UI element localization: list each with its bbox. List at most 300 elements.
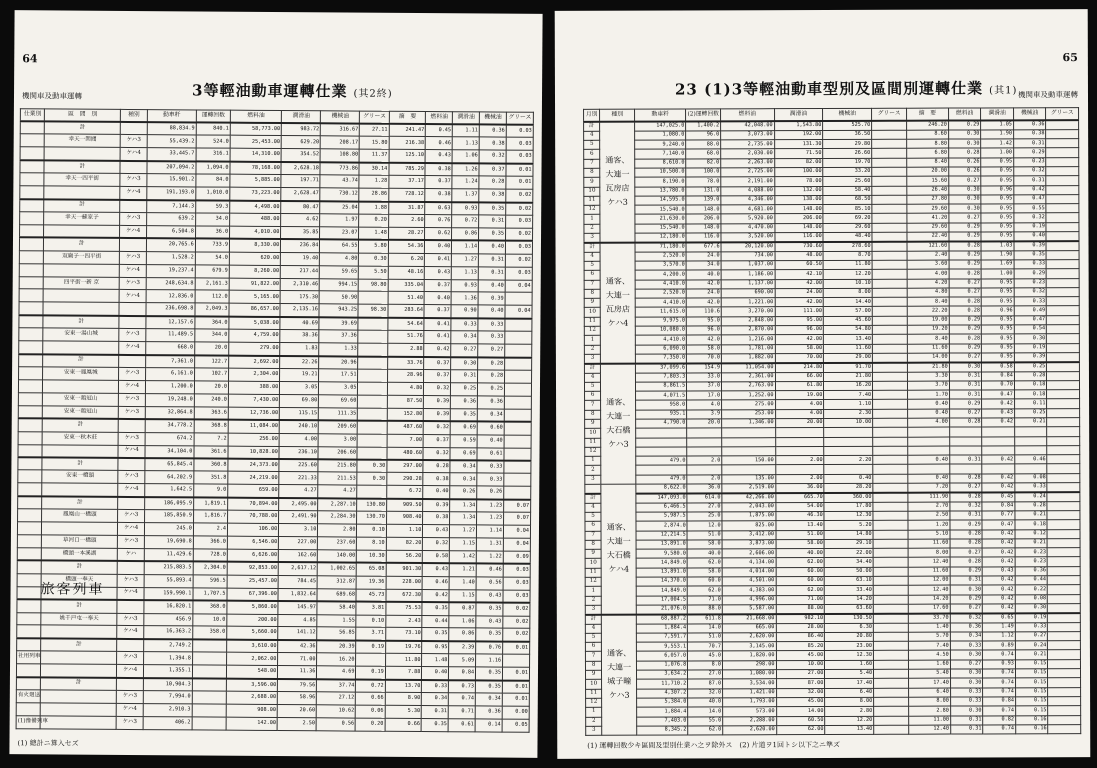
table-cell xyxy=(1046,120,1079,129)
table-cell: 0.31 xyxy=(949,390,982,399)
table-cell: 15.60 xyxy=(907,176,949,185)
table-cell xyxy=(17,638,42,651)
table-cell: 0.10 xyxy=(356,615,385,628)
table-cell: 0.31 xyxy=(478,254,505,267)
table-cell: 8,622.0 xyxy=(636,484,687,493)
table-cell: 0.35 xyxy=(476,667,503,680)
table-cell: 82.0 xyxy=(686,159,721,168)
table-cell: 0.03 xyxy=(503,577,530,590)
table-cell: 3.71 xyxy=(356,628,385,641)
table-cell: 0.45 xyxy=(426,124,453,137)
table-cell: 29.10 xyxy=(824,539,873,548)
table-cell: 2,161.3 xyxy=(195,277,229,290)
table-cell: 8,330.00 xyxy=(229,239,280,252)
table-cell xyxy=(43,380,119,393)
footnote-left: (1) 總計ニ算入セズ xyxy=(17,739,79,748)
table-cell: 2,062.00 xyxy=(227,652,278,665)
table-cell: 1.10 xyxy=(386,524,423,537)
table-cell xyxy=(873,567,908,576)
table-cell: 3,634.2 xyxy=(637,670,688,679)
table-cell xyxy=(872,344,907,353)
table-cell: 733.9 xyxy=(195,239,229,252)
table-cell: 7,140.0 xyxy=(635,149,686,158)
table-cell: 7.88 xyxy=(385,666,422,679)
table-cell xyxy=(873,400,908,409)
table-cell: 1,819.1 xyxy=(193,497,227,510)
table-cell: 1,832.64 xyxy=(278,588,317,601)
table-cell xyxy=(358,382,387,395)
table-cell: 0.39 xyxy=(424,408,451,421)
table-cell: 0.04 xyxy=(505,306,532,319)
month-cell: 計 xyxy=(584,122,600,131)
table-cell: 安東一秋木莊 xyxy=(42,431,118,444)
table-cell: 双廟子一四平街 xyxy=(44,251,120,264)
table-cell xyxy=(636,438,687,447)
month-cell: 6 xyxy=(585,391,601,400)
table-cell: 0.03 xyxy=(505,267,532,280)
table-cell: 1.90 xyxy=(981,250,1014,259)
table-cell: 8.00 xyxy=(823,288,872,297)
table-cell: 10.62 xyxy=(317,705,356,718)
table-cell: 0.20 xyxy=(359,214,388,227)
table-cell xyxy=(19,367,44,380)
table-cell xyxy=(357,485,386,498)
header-nenryo: 燃料油 xyxy=(721,109,774,122)
table-cell: 0.37 xyxy=(479,163,506,176)
table-cell: 943.25 xyxy=(319,304,358,317)
table-cell: 1,884.4 xyxy=(636,624,687,633)
table-cell: 32,864.8 xyxy=(145,406,194,419)
table-cell xyxy=(120,238,147,251)
table-cell xyxy=(504,448,531,461)
table-cell xyxy=(872,158,907,167)
table-cell: 98.30 xyxy=(358,304,387,317)
table-cell: 1,186.00 xyxy=(721,270,774,279)
table-cell: 0.84 xyxy=(983,697,1016,706)
table-cell: 45.00 xyxy=(776,651,825,660)
table-cell: 11.60 xyxy=(907,344,949,353)
table-cell: 5.40 xyxy=(908,669,950,678)
table-cell: 8,190.0 xyxy=(635,177,686,186)
table-cell xyxy=(19,263,44,276)
table-cell: 21,630.0 xyxy=(635,214,686,223)
header-avg-nenryo: 燃料油 xyxy=(948,108,981,121)
table-cell: 45.00 xyxy=(776,697,825,706)
table-cell xyxy=(19,238,44,251)
table-cell: 0.56 xyxy=(476,577,503,590)
table-cell: 96.0 xyxy=(686,131,721,140)
table-cell: 0.19 xyxy=(1014,222,1047,231)
table-cell: 幸天一関聞 xyxy=(45,134,121,147)
table-cell xyxy=(119,303,146,316)
table-cell: 620.00 xyxy=(229,252,280,265)
table-cell xyxy=(20,212,45,225)
table-cell: 0.05 xyxy=(502,719,529,732)
table-cell: 0.87 xyxy=(449,602,476,615)
month-cell: 7 xyxy=(584,280,600,289)
table-cell: 1.27 xyxy=(452,253,479,266)
table-cell: 28.20 xyxy=(824,483,873,492)
month-cell: 12 xyxy=(584,326,600,335)
table-cell: ケハ3 xyxy=(117,574,144,587)
table-cell: 70,788.00 xyxy=(228,510,279,523)
table-cell xyxy=(19,328,44,341)
table-cell: 0.23 xyxy=(1015,557,1048,566)
table-cell xyxy=(120,199,147,212)
table-cell: 1.14 xyxy=(452,241,479,254)
table-cell: 7.40 xyxy=(824,390,873,399)
table-cell: 130.70 xyxy=(357,511,386,524)
table-cell: 1.13 xyxy=(452,137,479,150)
table-cell: 7,994.0 xyxy=(143,691,192,704)
table-cell: 983.72 xyxy=(282,123,321,136)
table-cell xyxy=(20,173,45,186)
table-cell: 34.0 xyxy=(686,261,721,270)
month-cell: 2 xyxy=(584,224,600,233)
table-cell: 11,489.5 xyxy=(146,329,195,342)
table-cell xyxy=(949,437,982,446)
table-cell: 2,606.00 xyxy=(722,549,775,558)
table-cell: 0.01 xyxy=(506,163,533,176)
table-cell: 17.51 xyxy=(319,369,358,382)
table-cell: 2,304.00 xyxy=(229,368,280,381)
table-cell: 10.30 xyxy=(357,550,386,563)
table-cell: 1.00 xyxy=(981,269,1014,278)
table-cell: 12.40 xyxy=(909,725,951,734)
table-cell: 0.93 xyxy=(452,202,479,215)
table-cell: 69.80 xyxy=(280,394,319,407)
table-cell: 297.00 xyxy=(387,460,424,473)
table-cell: 54.80 xyxy=(824,325,873,334)
month-cell: 10 xyxy=(584,187,600,196)
table-cell: 7,361.0 xyxy=(146,355,195,368)
table-cell: 0.42 xyxy=(982,418,1015,427)
table-cell: 40.0 xyxy=(688,698,723,707)
month-cell: 6 xyxy=(585,642,601,651)
table-cell: 1,002.65 xyxy=(318,563,357,576)
table-cell xyxy=(1046,204,1079,213)
table-cell: 0.42 xyxy=(982,399,1015,408)
table-cell: 1.48 xyxy=(359,227,388,240)
table-cell: 0.15 xyxy=(1015,697,1048,706)
table-cell: 21,668.00 xyxy=(722,614,775,623)
table-cell: 1,400.2 xyxy=(686,121,721,130)
table-cell: 13,891.0 xyxy=(636,540,687,549)
table-cell xyxy=(722,447,775,456)
table-cell: 67,396.00 xyxy=(227,588,278,601)
table-cell: 0.28 xyxy=(1015,501,1048,510)
table-cell: 0.28 xyxy=(950,492,983,501)
table-cell xyxy=(43,289,119,302)
table-cell: 0.28 xyxy=(1014,371,1047,380)
table-cell: ケハ4 xyxy=(117,665,144,678)
table-cell: 0.95 xyxy=(982,353,1015,362)
table-cell: 19.36 xyxy=(357,576,386,589)
table-cell: 1.23 xyxy=(477,512,504,525)
table-cell xyxy=(873,455,908,464)
table-cell: 2.00 xyxy=(775,474,824,483)
table-cell: 216.38 xyxy=(389,137,426,150)
table-cell: 1.13 xyxy=(452,266,479,279)
table-cell: 1,346.00 xyxy=(722,419,775,428)
header-avg-junkatsu: 潤滑油 xyxy=(981,108,1014,121)
table-cell: 1.40 xyxy=(449,576,476,589)
table-cell: 2,688.00 xyxy=(226,691,277,704)
table-cell xyxy=(1047,483,1080,492)
table-cell xyxy=(873,520,908,529)
table-cell xyxy=(982,464,1015,473)
table-cell: 668.0 xyxy=(146,342,195,355)
table-cell: 0.29 xyxy=(1014,148,1047,157)
table-cell xyxy=(19,341,44,354)
table-cell: 135.00 xyxy=(722,474,775,483)
table-cell: 0.74 xyxy=(983,669,1016,678)
header-avg-junkatsu: 潤滑油 xyxy=(453,112,480,125)
table-cell: 88,834.9 xyxy=(147,122,196,135)
table-cell xyxy=(873,530,908,539)
table-cell: 4,681.00 xyxy=(721,205,774,214)
month-cell: 計 xyxy=(585,494,601,503)
table-cell: 2.80 xyxy=(825,707,874,716)
month-cell: 10 xyxy=(586,680,602,689)
table-cell: 70.7 xyxy=(688,642,723,651)
table-cell: 6,161.0 xyxy=(146,368,195,381)
table-cell: 215,883.5 xyxy=(144,561,193,574)
month-cell: 4 xyxy=(584,373,600,382)
table-cell: 3.05 xyxy=(319,382,358,395)
table-cell: 2,725.00 xyxy=(721,168,774,177)
table-cell: 3,596.00 xyxy=(226,678,277,691)
month-cell: 6 xyxy=(584,271,600,280)
table-cell: 62.00 xyxy=(776,586,825,595)
table-cell: 12.20 xyxy=(825,716,874,725)
table-cell: 0.74 xyxy=(983,650,1016,659)
table-cell: 0.27 xyxy=(950,548,983,557)
table-cell: 0.69 xyxy=(450,421,477,434)
table-cell: 58,773.00 xyxy=(230,123,281,136)
table-cell: 245.0 xyxy=(144,523,193,536)
table-cell: 計 xyxy=(45,121,121,134)
table-cell xyxy=(1046,148,1079,157)
table-cell: 36.00 xyxy=(775,484,824,493)
table-cell xyxy=(874,716,909,725)
table-cell: 207,094.2 xyxy=(147,161,196,174)
table-cell xyxy=(358,408,387,421)
table-cell xyxy=(1047,325,1080,334)
table-cell xyxy=(687,437,722,446)
table-cell: 1.16 xyxy=(476,654,503,667)
table-cell: 4.20 xyxy=(907,279,949,288)
table-cell: 安東一鳳凰城 xyxy=(43,367,119,380)
table-cell xyxy=(1046,222,1079,231)
table-cell: 42.0 xyxy=(686,279,721,288)
table-cell: 1,076.8 xyxy=(637,661,688,670)
table-cell: 37.0 xyxy=(687,382,722,391)
table-cell xyxy=(1048,622,1081,631)
table-cell: 0.01 xyxy=(502,693,529,706)
table-cell: 0.04 xyxy=(505,280,532,293)
table-cell: 0.27 xyxy=(1015,632,1048,641)
table-cell: 0.96 xyxy=(982,306,1015,315)
table-cell: 1.40 xyxy=(908,623,950,632)
table-cell: 0.35 xyxy=(1014,250,1047,259)
table-cell: 有火廻送 xyxy=(16,690,41,703)
table-cell xyxy=(20,186,45,199)
table-cell xyxy=(17,599,42,612)
table-cell: 0.21 xyxy=(1015,511,1048,520)
table-cell: ケハ3 xyxy=(118,510,145,523)
table-cell: 665.70 xyxy=(775,493,824,502)
table-cell xyxy=(505,357,532,370)
table-cell: 1.60 xyxy=(908,660,950,669)
table-cell xyxy=(1047,297,1080,306)
table-cell: 4,470.00 xyxy=(721,223,774,232)
table-cell: 982.10 xyxy=(776,614,825,623)
table-cell xyxy=(118,419,145,432)
table-cell: 4.0 xyxy=(687,400,722,409)
table-cell xyxy=(117,561,144,574)
table-cell: 0.35 xyxy=(422,602,449,615)
table-cell: 672.30 xyxy=(386,589,423,602)
table-cell: 225.60 xyxy=(279,459,318,472)
table-cell xyxy=(43,302,119,315)
table-cell: 7.2 xyxy=(194,433,228,446)
header-dosha-km: 動車粁 xyxy=(635,109,686,122)
table-cell xyxy=(359,292,388,305)
table-cell: 12.40 xyxy=(908,585,950,594)
table-cell xyxy=(908,437,950,446)
table-cell: 34,104.0 xyxy=(145,445,194,458)
table-cell xyxy=(873,613,908,622)
table-cell: 1.24 xyxy=(452,176,479,189)
table-cell: 0.01 xyxy=(503,641,530,654)
table-cell: 1,528.2 xyxy=(146,251,195,264)
table-cell xyxy=(874,688,909,697)
table-cell xyxy=(192,717,226,730)
table-cell: 773.86 xyxy=(320,162,359,175)
table-cell xyxy=(18,470,43,483)
table-cell: 0.40 xyxy=(425,240,452,253)
table-cell: 1.14 xyxy=(477,525,504,538)
table-cell: 6,057.0 xyxy=(637,651,688,660)
table-cell: 13,891.0 xyxy=(636,568,687,577)
table-cell: 730.60 xyxy=(775,242,824,251)
table-cell: 22.00 xyxy=(824,548,873,557)
table-cell: 0.19 xyxy=(356,666,385,679)
table-cell xyxy=(873,465,908,474)
table-cell: 2,263.00 xyxy=(721,158,774,167)
table-cell: 0.56 xyxy=(316,718,355,731)
table-cell: 0.38 xyxy=(425,163,452,176)
table-cell: 0.03 xyxy=(505,241,532,254)
table-cell: 0.32 xyxy=(1014,213,1047,222)
table-cell xyxy=(19,289,44,302)
table-cell: 12,180.0 xyxy=(635,233,686,242)
table-cell xyxy=(636,465,687,474)
table-cell: 2.80 xyxy=(909,706,951,715)
table-cell: 8.10 xyxy=(357,537,386,550)
table-cell: 37.17 xyxy=(389,175,426,188)
table-cell: 橋頭一奉天 xyxy=(42,574,118,587)
table-cell: 0.93 xyxy=(983,660,1016,669)
table-cell: 1,200.0 xyxy=(145,381,194,394)
table-cell: 994.15 xyxy=(320,278,359,291)
table-cell: 214.80 xyxy=(775,363,824,372)
month-cell: 1 xyxy=(584,336,600,345)
table-cell: 131.0 xyxy=(686,186,721,195)
table-cell: 0.72 xyxy=(452,215,479,228)
table-cell xyxy=(1048,687,1081,696)
table-cell: 19,237.4 xyxy=(146,264,195,277)
table-cell: 70.00 xyxy=(775,353,824,362)
table-cell xyxy=(119,354,146,367)
table-cell: ケハ3 xyxy=(118,432,145,445)
table-cell: 鳳凰山一橋頭 xyxy=(42,509,118,522)
table-cell xyxy=(1047,538,1080,547)
table-cell: 0.27 xyxy=(949,176,982,185)
table-cell: 0.36 xyxy=(1013,120,1046,129)
table-cell xyxy=(1048,669,1081,678)
table-cell: 0.28 xyxy=(479,176,506,189)
table-cell: 148.00 xyxy=(774,223,823,232)
table-cell: 316.1 xyxy=(196,148,230,161)
table-cell: 9,975.0 xyxy=(635,317,686,326)
month-cell: 5 xyxy=(585,512,601,521)
table-cell xyxy=(873,353,908,362)
table-cell: 1.20 xyxy=(908,520,950,529)
table-cell: 0.95 xyxy=(981,278,1014,287)
table-cell: 5,165.00 xyxy=(229,291,280,304)
table-cell: 1.15 xyxy=(449,589,476,602)
table-cell: 0.29 xyxy=(949,316,982,325)
table-cell: 24.00 xyxy=(775,288,824,297)
table-cell: 728.12 xyxy=(389,188,426,201)
table-cell: 5.70 xyxy=(908,632,950,641)
table-cell: 2.50 xyxy=(908,511,950,520)
table-cell: 16.20 xyxy=(824,381,873,390)
table-cell: 0.35 xyxy=(422,718,449,731)
table-cell: 35.85 xyxy=(281,226,320,239)
month-cell: 計 xyxy=(584,363,600,372)
table-cell: 0.95 xyxy=(981,195,1014,204)
table-cell: 計 xyxy=(42,457,118,470)
table-cell: 2,910.3 xyxy=(143,704,192,717)
table-cell: 20.00 xyxy=(907,167,949,176)
table-cell: 2,749.2 xyxy=(144,639,193,652)
table-cell: 0.26 xyxy=(450,486,477,499)
table-cell: 275.00 xyxy=(722,400,775,409)
table-cell: 5,860.00 xyxy=(227,601,278,614)
table-cell: 0.30 xyxy=(948,139,981,148)
header-shigyo: 仕業別 xyxy=(20,109,45,122)
table-cell xyxy=(192,652,226,665)
table-cell xyxy=(874,669,909,678)
table-cell: 0.47 xyxy=(1014,315,1047,324)
table-cell xyxy=(20,134,45,147)
table-cell: 0.36 xyxy=(1015,566,1048,575)
table-cell xyxy=(873,576,908,585)
table-cell xyxy=(874,651,909,660)
table-cell: 7.20 xyxy=(908,483,950,492)
table-cell xyxy=(18,405,43,418)
table-cell: 4,410.0 xyxy=(635,298,686,307)
table-cell: 0.40 xyxy=(1014,232,1047,241)
table-cell: 0.09 xyxy=(503,551,530,564)
table-cell: 1.00 xyxy=(981,148,1014,157)
table-cell: 935.1 xyxy=(636,410,687,419)
table-cell xyxy=(722,465,775,474)
table-cell: 56.85 xyxy=(317,627,356,640)
